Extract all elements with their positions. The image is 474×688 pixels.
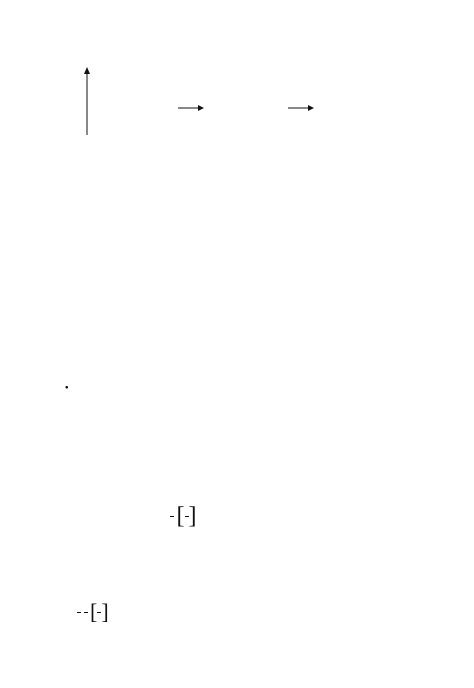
equation-22-10: [ ] [170,503,197,530]
figure-caption [63,267,408,278]
eq1-num [170,516,174,517]
eq2-fraction [84,612,88,613]
panel-arrow-1 [178,105,204,111]
figure-22-2 [0,0,474,265]
eq2-frac-num [77,612,81,613]
eq2-num [84,612,88,613]
panel-arrow-2 [288,105,314,111]
eq2-x-fraction [77,612,81,613]
equation-22-11: [ ] [77,599,407,625]
bullet-list [63,376,408,382]
frequency-axis-arrow [84,67,90,74]
eq1-fraction [170,516,174,517]
